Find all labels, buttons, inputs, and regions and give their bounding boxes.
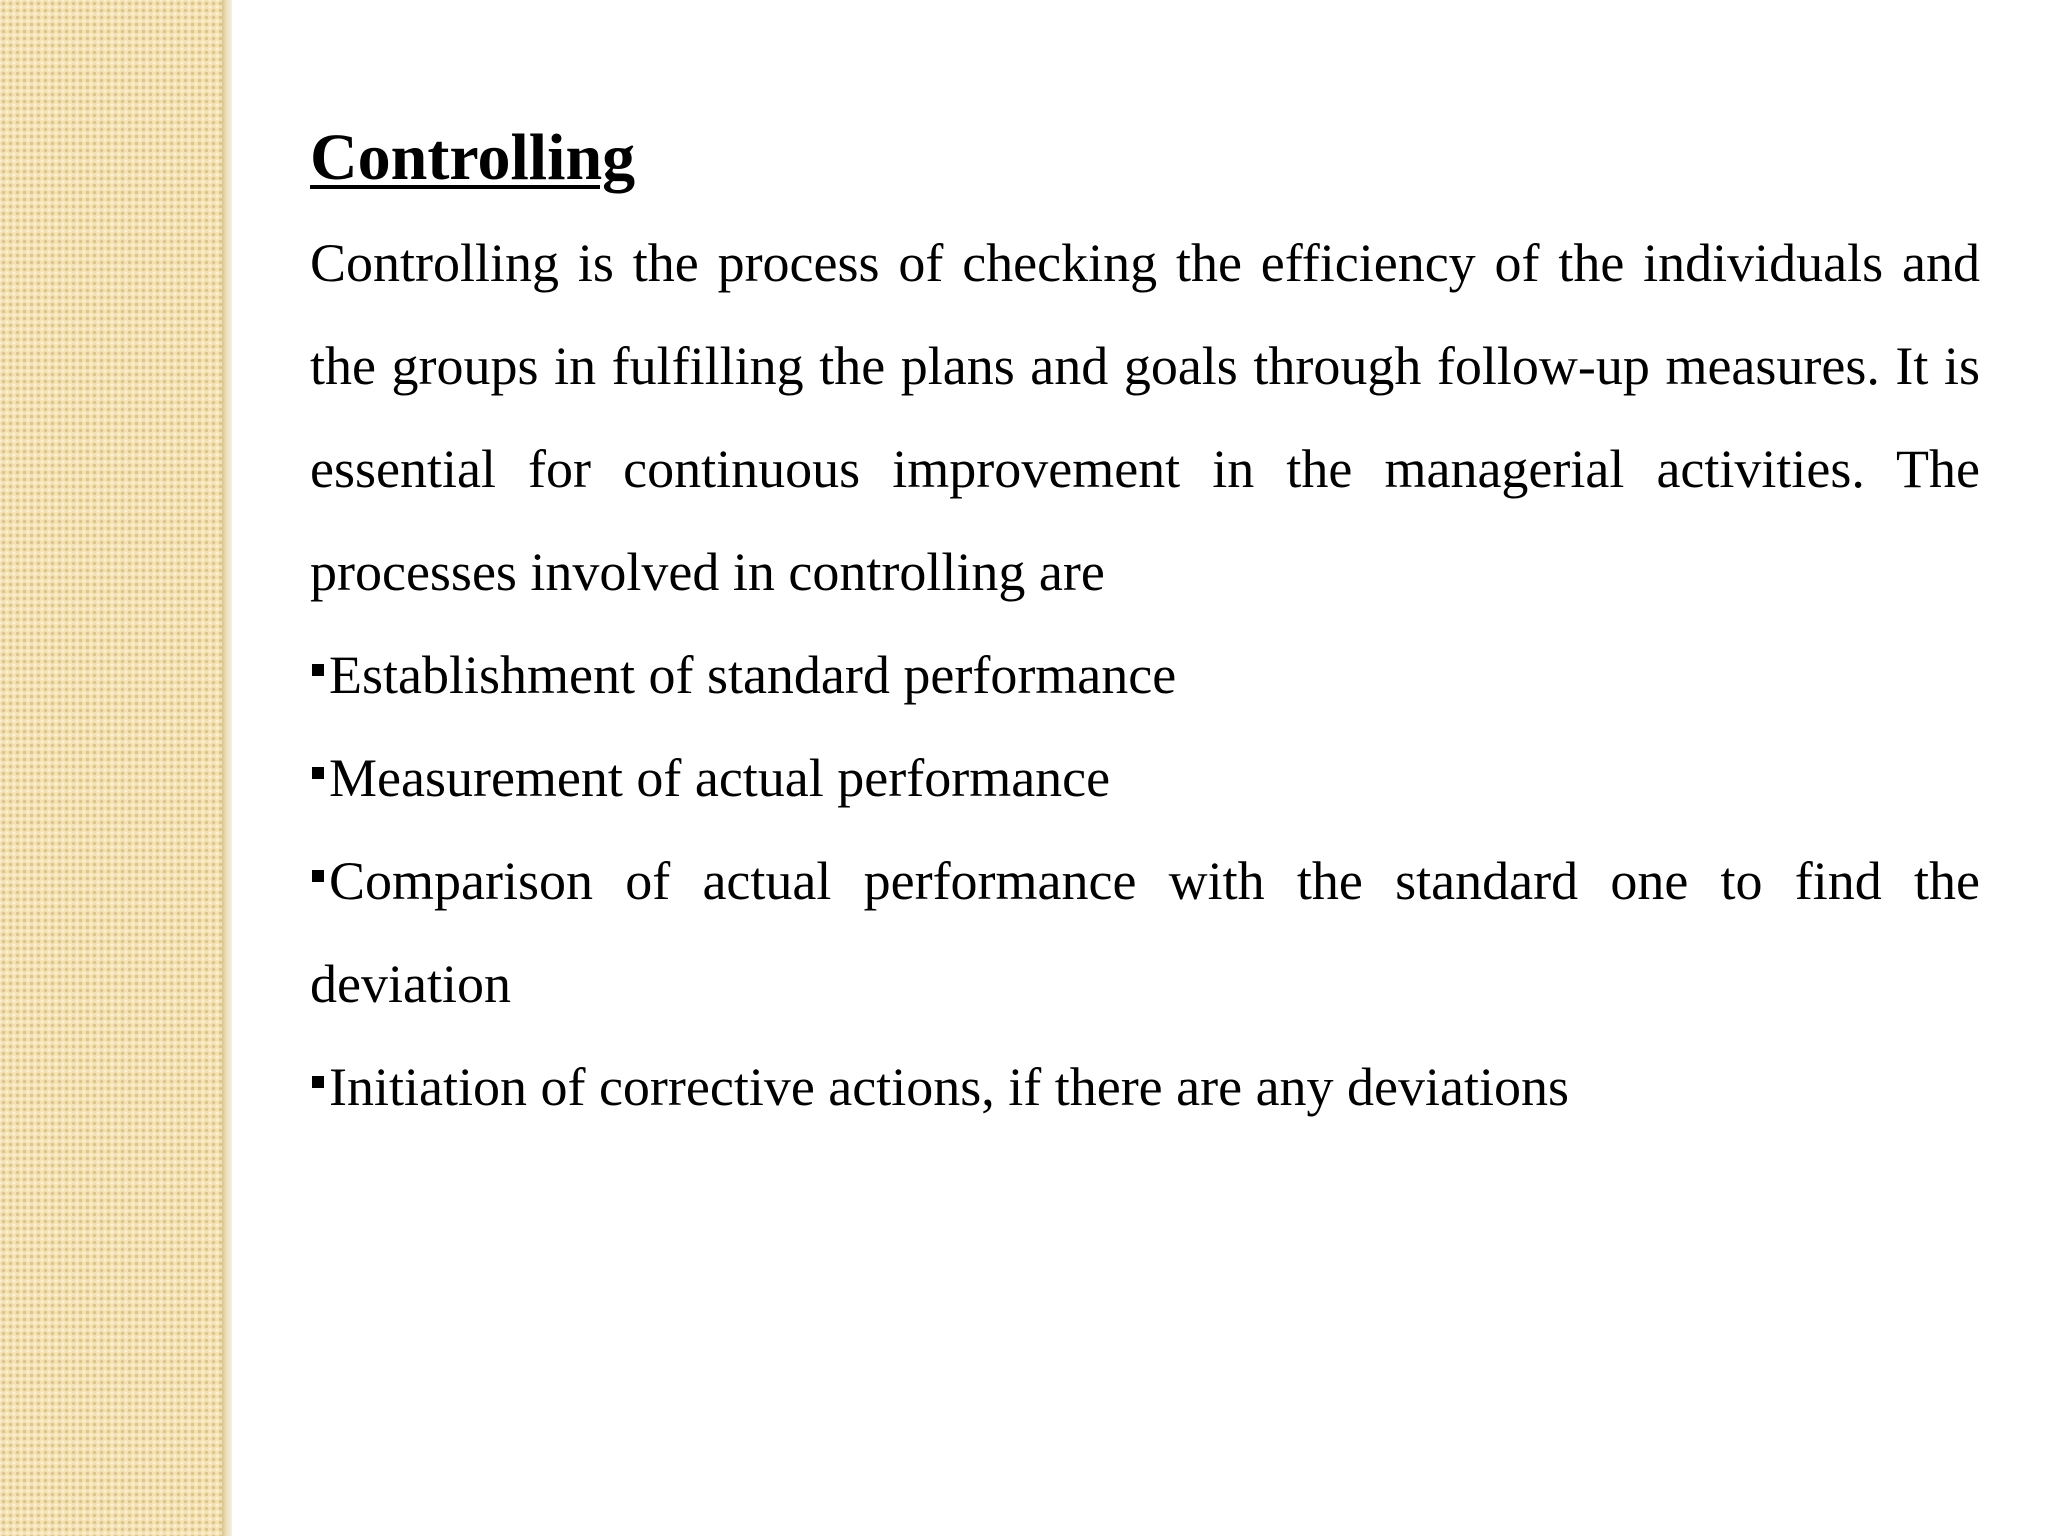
- decorative-side-band: [0, 0, 228, 1536]
- bullet-text: Measurement of actual performance: [329, 748, 1111, 808]
- bullet-item: [310, 830, 1980, 1036]
- square-bullet-icon: [312, 664, 324, 676]
- bullet-item: [310, 624, 1980, 727]
- bullet-item: [310, 1036, 1980, 1139]
- square-bullet-icon: [312, 870, 324, 882]
- intro-paragraph: Controlling is the process of checking the efficiency of the individuals and the groups in fulfilling the plans and goals through follow-up measures. It is essential for continuous improvement in the managerial activities. The processes involved in controlling are: [310, 233, 1980, 602]
- slide-content: [310, 118, 1980, 1139]
- slide-title: Controlling: [310, 121, 636, 194]
- bullet-item: [310, 727, 1980, 830]
- bullet-text: Initiation of corrective actions, if there are any deviations: [329, 1057, 1569, 1117]
- bullet-text: Comparison of actual performance with the standard one to find the deviation: [310, 851, 1980, 1014]
- side-band-edge: [222, 0, 232, 1536]
- square-bullet-icon: [312, 767, 324, 779]
- square-bullet-icon: [312, 1076, 324, 1088]
- bullet-text: Establishment of standard performance: [329, 645, 1177, 705]
